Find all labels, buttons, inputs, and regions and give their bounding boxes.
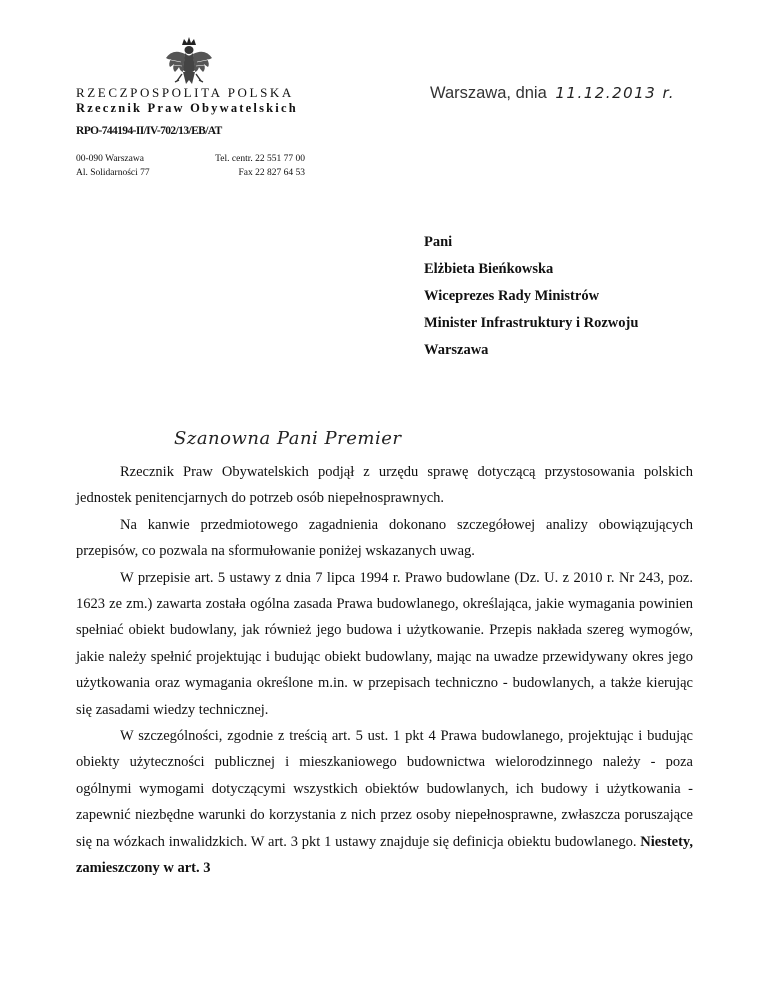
postal-address	[76, 152, 150, 180]
handwritten-date: 11.12.2013 r.	[555, 84, 676, 102]
reference-number: RPO-744194-II/IV-702/13/EB/AT	[76, 125, 222, 137]
handwritten-salutation: Szanowna Pani Premier	[174, 428, 402, 449]
recipient-ministry: Minister Infrastruktury i Rozwoju	[424, 315, 639, 331]
paragraph: Na kanwie przedmiotowego zagadnienia dokonano szczegółowej analizy obowiązujących przepisów, co pozwala na sformułowanie poniżej wskazanych uwag.	[76, 516, 693, 560]
date-prefix: Warszawa, dnia	[430, 84, 547, 102]
letter-body	[76, 459, 693, 882]
contact-numbers	[196, 152, 305, 180]
date-line	[430, 84, 675, 103]
recipient-title: Pani	[424, 234, 453, 250]
address-line: Al. Solidarności 77	[76, 168, 150, 178]
fax-number: Fax 22 827 64 53	[238, 168, 305, 178]
address-line: 00-090 Warszawa	[76, 154, 144, 164]
paragraph	[76, 723, 693, 881]
paragraph: W przepisie art. 5 ustawy z dnia 7 lipca 1994 r. Prawo budowlane (Dz. U. z 2010 r. Nr 243, poz. 1623 ze zm.) zawarta została ogólna zasada Prawa budowlanego, określająca, jakie wymagania powinien spełniać obiekt budowlany, jak również jego budowa i użytkowanie. Przepis nakłada szereg wymogów, jakie należy spełnić projektując i budując obiekt budowlany, mając na uwadze przewidywany okres jego użytkowania oraz wymagania określone m.in. w przepisach techniczno - budowlanych, a także kierując się zasadami wiedzy technicznej.	[76, 569, 693, 718]
paragraph-text: W szczególności, zgodnie z treścią art. 5 ust. 1 pkt 4 Prawa budowlanego, projektując i budując obiekty użyteczności publicznej i mieszkaniowego budownictwa wielorodzinnego należy - poza ogólnymi wymogami dotyczącymi wszystkich obiektów budowlanych, ich budowy i użytkowania - zapewnić niezbędne warunki do korzystania z nich przez osoby niepełnosprawne, zwłaszcza poruszające się na wózkach inwalidzkich. W art. 3 pkt 1 ustawy znajduje się definicja obiektu budowlanego.	[76, 728, 693, 850]
recipient-name: Elżbieta Bieńkowska	[424, 261, 554, 277]
phone-number: Tel. centr. 22 551 77 00	[215, 154, 305, 164]
recipient-city: Warszawa	[424, 342, 489, 358]
institution-name: RZECZPOSPOLITA POLSKA	[76, 85, 294, 100]
recipient-block	[424, 229, 638, 364]
office-name: Rzecznik Praw Obywatelskich	[76, 101, 298, 115]
emphasized-text: Niestety, zamieszczony w art. 3	[76, 833, 694, 877]
recipient-position: Wiceprezes Rady Ministrów	[424, 288, 600, 304]
paragraph: Rzecznik Praw Obywatelskich podjął z urzędu sprawę dotyczącą przystosowania polskich jednostek penitencjarnych do potrzeb osób niepełnosprawnych.	[76, 464, 693, 507]
polish-eagle-emblem-icon	[163, 36, 215, 92]
